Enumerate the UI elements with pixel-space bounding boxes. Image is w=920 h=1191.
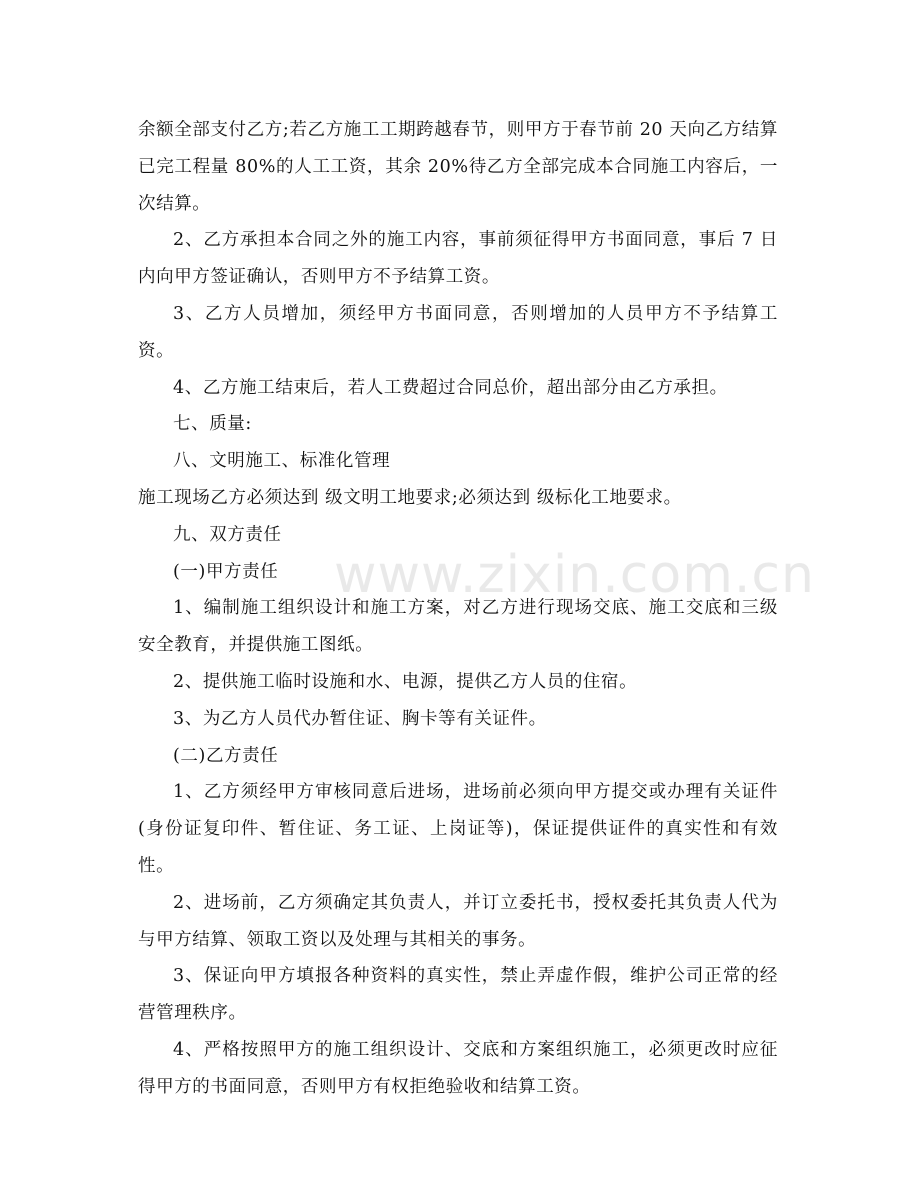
paragraph-party-b-item-3: 3、保证向甲方填报各种资料的真实性，禁止弄虚作假，维护公司正常的经营管理秩序。 bbox=[138, 966, 778, 1024]
paragraph-staff-increase: 3、乙方人员增加，须经甲方书面同意，否则增加的人员甲方不予结算工资。 bbox=[138, 303, 778, 361]
section-heading-quality: 七、质量: bbox=[173, 414, 252, 435]
paragraph-party-b-item-4: 4、严格按照甲方的施工组织设计、交底和方案组织施工，必须更改时应征得甲方的书面同意，否则甲方有权拒绝验收和结算工资。 bbox=[138, 1039, 778, 1097]
paragraph-site-standard: 施工现场乙方必须达到 级文明工地要求;必须达到 级标化工地要求。 bbox=[138, 487, 682, 508]
section-heading-responsibilities: 九、双方责任 bbox=[173, 524, 282, 545]
paragraph-labor-cost-overrun: 4、乙方施工结束后，若人工费超过合同总价，超出部分由乙方承担。 bbox=[173, 377, 728, 398]
paragraph-party-b-item-2: 2、进场前，乙方须确定其负责人，并订立委托书，授权委托其负责人代为与甲方结算、领取工资以及处理与其相关的事务。 bbox=[138, 892, 778, 950]
section-heading-civilized-construction: 八、文明施工、标准化管理 bbox=[173, 451, 391, 472]
paragraph-party-a-item-1: 1、编制施工组织设计和施工方案，对乙方进行现场交底、施工交底和三级安全教育，并提供施工图纸。 bbox=[138, 598, 778, 656]
watermark: www.zixin.com.cn bbox=[334, 545, 815, 605]
paragraph-party-a-item-2: 2、提供施工临时设施和水、电源，提供乙方人员的住宿。 bbox=[173, 671, 638, 692]
subsection-heading-party-a: (一)甲方责任 bbox=[173, 561, 279, 582]
paragraph-extra-work: 2、乙方承担本合同之外的施工内容，事前须征得甲方书面同意，事后 7 日内向甲方签证确认，否则甲方不予结算工资。 bbox=[138, 230, 778, 288]
subsection-heading-party-b: (二)乙方责任 bbox=[173, 745, 279, 766]
paragraph-party-a-item-3: 3、为乙方人员代办暂住证、胸卡等有关证件。 bbox=[173, 708, 547, 729]
paragraph-party-b-item-1: 1、乙方须经甲方审核同意后进场，进场前必须向甲方提交或办理有关证件(身份证复印件、暂住证、务工证、上岗证等)，保证提供证件的真实性和有效性。 bbox=[138, 782, 778, 876]
paragraph-payment-balance: 余额全部支付乙方;若乙方施工工期跨越春节，则甲方于春节前 20 天向乙方结算已完工程量 80%的人工工资，其余 20%待乙方全部完成本合同施工内容后，一次结算。 bbox=[138, 120, 778, 214]
document-body bbox=[138, 112, 778, 1106]
